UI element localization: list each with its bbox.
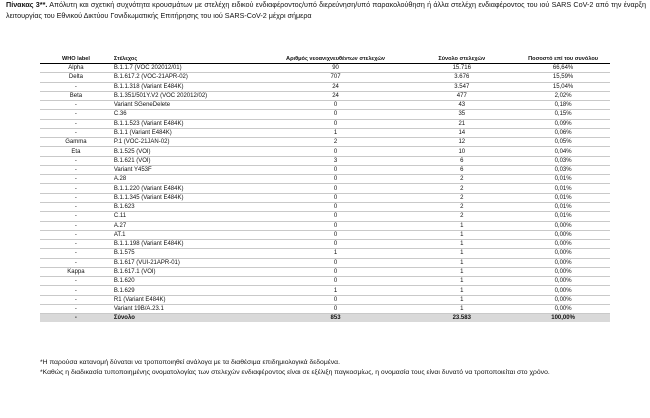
cell-new-detected: 2 [333,139,338,146]
cell-strain: Variant SGeneDelete [113,102,171,109]
cell-who-label: Beta [69,92,83,99]
cell-who-label: - [74,231,77,238]
table-row [40,101,610,110]
cell-new-detected: 0 [333,111,338,118]
cell-percentage: 0,00% [554,241,572,248]
cell-new-detected: 0 [333,259,338,266]
table-row [40,230,610,239]
table-row [40,175,610,184]
cell-who-label: - [74,102,77,109]
cell-who-label: - [74,250,77,257]
cell-who-label: - [74,167,77,174]
cell-total: 2 [460,176,464,183]
cell-total: 1 [460,222,464,229]
cell-new-detected: 0 [333,213,338,220]
cell-who-label: - [74,83,77,90]
cell-percentage: 0,00% [554,296,572,303]
cell-total: 1 [460,306,464,313]
cell-percentage: 15,04% [552,83,574,90]
cell-total: 6 [460,157,464,164]
table-row [40,277,610,286]
header-total: Σύνολο στελεχών [438,55,486,62]
table-row [40,147,610,156]
cell-new-detected: 0 [333,167,338,174]
header-new-detected: Αριθμός νεοανιχνευθέντων στελεχών [286,55,386,62]
cell-new-detected: 0 [333,120,338,127]
cell-total: 2 [460,204,464,211]
cell-who-label: Kappa [67,268,85,275]
table-row [40,202,610,211]
footnote-1: *Η παρούσα κατανομή δύναται να τροποποιηθεί ανάλογα με τα διαθέσιμα επιδημιολογικά δεδομένα. [40,359,341,366]
cell-new-detected: 0 [333,231,338,238]
cell-percentage: 0,01% [554,194,572,201]
cell-total: 12 [458,139,466,146]
cell-strain: A.28 [113,176,127,183]
table-header-row [40,44,610,64]
cell-total: 1 [460,278,464,285]
cell-strain: B.1.525 (VOI) [113,148,151,155]
cell-who-label: - [74,296,77,303]
cell-strain: B.1.629 [113,287,135,294]
cell-who-label: - [74,120,77,127]
table-row [40,193,610,202]
cell-percentage: 0,18% [554,102,572,109]
cell-new-detected: 1 [333,250,338,257]
cell-new-detected: 0 [333,268,338,275]
cell-new-detected: 1 [333,287,338,294]
caption-label: Πίνακας 3**. [6,0,48,9]
cell-total: 3.547 [454,83,470,90]
cell-total: 477 [456,92,467,99]
cell-new-detected: 3 [333,157,338,164]
cell-percentage: 2,02% [554,92,572,99]
table-total-row [40,314,610,323]
cell-who-label: - [74,213,77,220]
cell-total: 1 [460,268,464,275]
cell-strain: B.1.1.318 (Variant E484K) [113,83,184,90]
cell-percentage: 0,01% [554,185,572,192]
cell-strain: B.1.1.345 (Variant E484K) [113,194,184,201]
table-row [40,119,610,128]
cell-percentage: 0,00% [554,278,572,285]
cell-strain: C.36 [113,111,127,118]
cell-percentage: 15,59% [552,74,574,81]
cell-percentage: 0,15% [554,111,572,118]
cell-who-label: - [74,157,77,164]
cell-who-label: - [74,176,77,183]
cell-new-detected: 0 [333,278,338,285]
cell-new-detected: 24 [332,92,339,99]
cell-strain: B.1.623 [113,204,135,211]
table-row [40,128,610,137]
cell-percentage: 0,00% [554,287,572,294]
cell-percentage: 0,05% [554,139,572,146]
cell-strain: AT.1 [113,231,126,238]
cell-total: 15.716 [452,65,471,72]
cell-new-detected: 0 [333,148,338,155]
cell-strain: B.1.575 [113,250,135,257]
cell-percentage: 0,03% [554,167,572,174]
cell-who-label: - [74,111,77,118]
cell-total: 1 [460,231,464,238]
table-row [40,258,610,267]
table-row [40,64,610,73]
cell-total: 43 [458,102,466,109]
cell-who-label: - [74,287,77,294]
cell-new-detected: 0 [333,306,338,313]
cell-who-label: - [74,185,77,192]
cell-percentage: 0,04% [554,148,572,155]
table-row [40,267,610,276]
cell-percentage: 0,03% [554,157,572,164]
cell-strain: B.1.617 (VUI-21APR-01) [113,259,180,266]
cell-new-detected: 0 [333,185,338,192]
table-row [40,221,610,230]
cell-strain: B.1.620 [113,278,135,285]
cell-who-label: Eta [71,148,81,155]
cell-total: 2 [460,194,464,201]
cell-who-label: - [74,194,77,201]
total-strains: 23.583 [452,315,471,322]
cell-percentage: 0,00% [554,222,572,229]
table-row [40,295,610,304]
cell-percentage: 0,00% [554,231,572,238]
cell-new-detected: 90 [332,65,339,72]
cell-percentage: 0,00% [554,250,572,257]
table-row [40,212,610,221]
cell-total: 1 [460,259,464,266]
cell-strain: C.11 [113,213,127,220]
cell-total: 1 [460,287,464,294]
header-strain: Στέλεχος [113,55,138,62]
cell-percentage: 0,06% [554,129,572,136]
total-who-label: - [74,315,77,322]
cell-percentage: 0,00% [554,259,572,266]
table-row [40,156,610,165]
cell-total: 6 [460,167,464,174]
cell-total: 14 [458,129,466,136]
header-percentage: Ποσοστό επί του συνόλου [528,55,599,62]
cell-who-label: Delta [68,74,83,81]
cell-strain: B.1.1.523 (Variant E484K) [113,120,184,127]
table-caption [6,0,646,21]
cell-total: 1 [460,296,464,303]
table-row [40,73,610,82]
cell-strain: R1 (Variant E484K) [113,296,166,303]
table-row [40,165,610,174]
cell-percentage: 0,00% [554,268,572,275]
cell-total: 1 [460,241,464,248]
cell-who-label: - [74,129,77,136]
cell-strain: B.1.351/501Y.V2 (VOC 202012/02) [113,92,208,99]
cell-strain: B.1.621 (VOI) [113,157,151,164]
cell-total: 21 [458,120,466,127]
cell-new-detected: 1 [333,129,338,136]
cell-total: 1 [460,250,464,257]
cell-new-detected: 0 [333,296,338,303]
cell-percentage: 66,64% [552,65,574,72]
cell-new-detected: 0 [333,222,338,229]
cell-who-label: - [74,278,77,285]
cell-strain: B.1.1.198 (Variant E484K) [113,241,184,248]
table-row [40,240,610,249]
cell-new-detected: 0 [333,102,338,109]
total-percentage: 100,00% [551,315,575,322]
cell-total: 35 [458,111,466,118]
cell-percentage: 0,01% [554,176,572,183]
cell-new-detected: 24 [332,83,339,90]
cell-percentage: 0,01% [554,204,572,211]
table-row [40,286,610,295]
cell-strain: P.1 (VOC-21JAN-02) [113,139,170,146]
footnote-2: *Καθώς η διαδικασία τυποποιημένης ονοματολογίας των στελεχών ενδιαφέροντος είναι σε εξέλιξη παγκοσμίως, η ονομασία τους είναι δυνατό να τροποποιείται στο χρόνο. [40,369,550,376]
cell-who-label: - [74,241,77,248]
cell-new-detected: 0 [333,241,338,248]
cell-who-label: - [74,259,77,266]
table-row [40,249,610,258]
cell-percentage: 0,09% [554,120,572,127]
cell-percentage: 0,01% [554,213,572,220]
cell-strain: B.1.617.1 (VOI) [113,268,156,275]
cell-who-label: - [74,204,77,211]
cell-who-label: Gamma [65,139,87,146]
cell-strain: B.1.1.220 (Variant E484K) [113,185,184,192]
footnotes [40,358,620,378]
cell-strain: B.1.617.2 (VOC-21APR-02) [113,74,188,81]
cell-total: 10 [458,148,466,155]
cell-strain: B.1.1 (Variant E484K) [113,129,172,136]
cell-who-label: Alpha [68,65,84,72]
table-row [40,82,610,91]
cell-new-detected: 0 [333,194,338,201]
cell-new-detected: 0 [333,176,338,183]
total-new-detected: 853 [330,315,341,322]
cell-strain: B.1.1.7 (VOC 202012/01) [113,65,182,72]
cell-who-label: - [74,222,77,229]
cell-strain: A.27 [113,222,127,229]
cell-total: 2 [460,213,464,220]
cell-new-detected: 0 [333,204,338,211]
cell-strain: Variant 19B/A.23.1 [113,306,164,313]
cell-total: 2 [460,185,464,192]
caption-text: Απόλυτη και σχετική συχνότητα κρουσμάτων με στελέχη ειδικού ενδιαφέροντος/υπό διερεύνηση/υπό παρακολούθηση ή άλλα στελέχη ενδιαφέροντος του ιού SARS CoV-2 από την έναρξη λειτουργίας του Εθνικού Δικτύου Γονιδιωματικής Επιτήρησης του ιού SARS-CoV-2 μέχρι σήμερα [6,0,646,20]
cell-percentage: 0,00% [554,306,572,313]
cell-new-detected: 707 [330,74,341,81]
variants-table [40,44,610,322]
total-label: Σύνολο [113,315,135,322]
header-who-label: WHO label [61,55,90,62]
cell-strain: Variant Y453F [113,167,152,174]
table-row [40,110,610,119]
table-row [40,91,610,100]
cell-total: 3.676 [454,74,470,81]
table-body [40,64,610,314]
table-row [40,184,610,193]
table-row [40,138,610,147]
cell-who-label: - [74,306,77,313]
table-row [40,304,610,313]
